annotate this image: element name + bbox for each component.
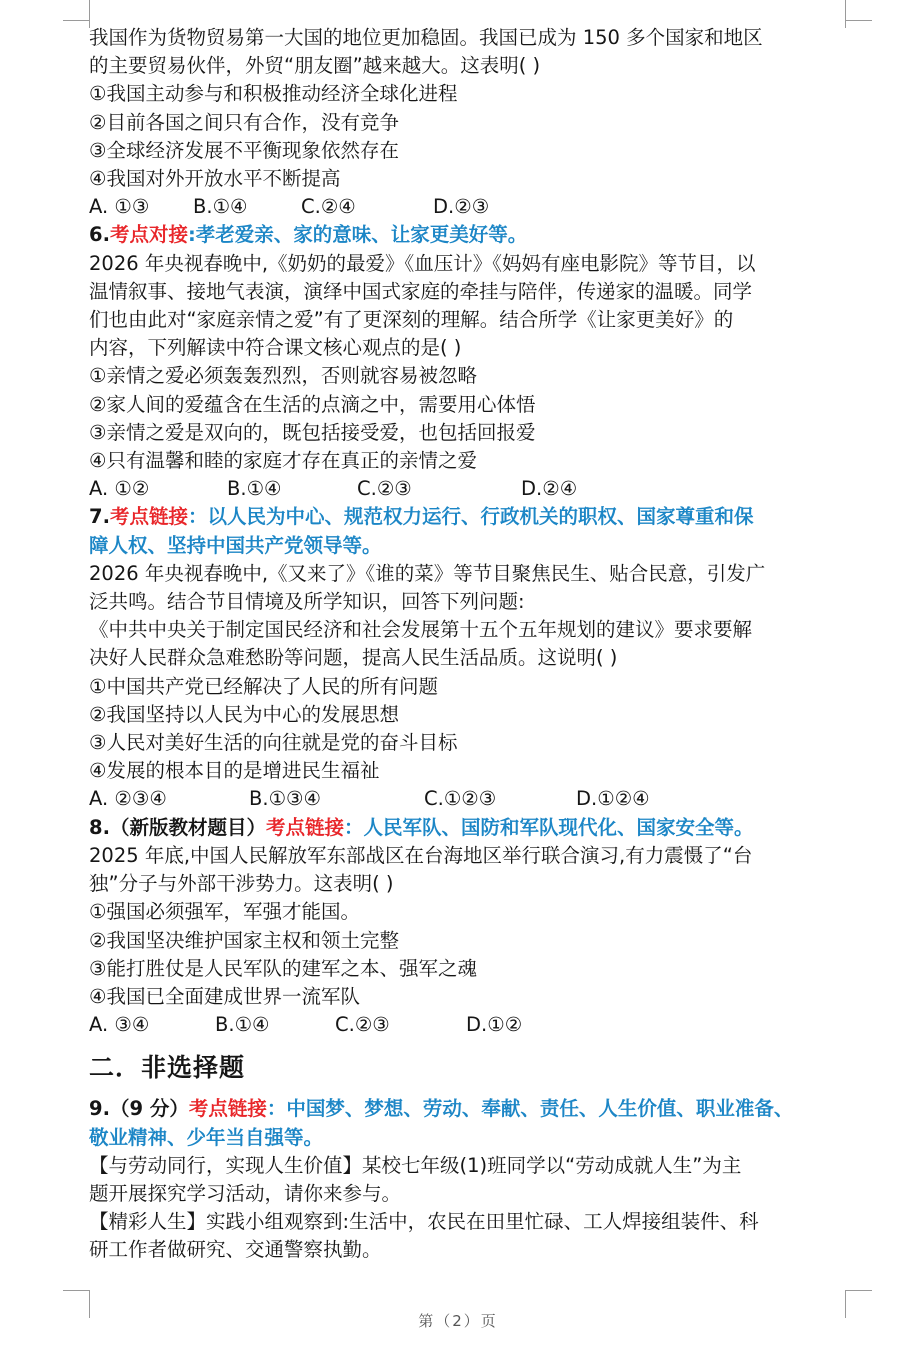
option-d: D.①②: [466, 1013, 523, 1037]
statement-item: ③全球经济发展不平衡现象依然存在: [89, 138, 399, 162]
question-stem-line: 内容，下列解读中符合课文核心观点的是( ): [89, 336, 462, 360]
option-b: B.①④: [193, 195, 248, 219]
question-stem-line: 《中共中央关于制定国民经济和社会发展第十五个五年规划的建议》要求要解: [89, 618, 753, 642]
question-stem-line: 泛共鸣。结合节目情境及所学知识，回答下列问题:: [89, 590, 525, 614]
question-stem-line: 2026 年央视春晚中,《奶奶的最爱》《血压计》《妈妈有座电影院》等节目，以: [89, 251, 756, 275]
option-b: B.①④: [227, 477, 282, 501]
page-content: [89, 24, 855, 1265]
question-9: [89, 1095, 855, 1264]
question-stem-line: 决好人民群众急难愁盼等问题，提高人民生活品质。这说明( ): [89, 646, 618, 670]
question-number: 6.: [89, 223, 110, 247]
question-number: 9.（9 分）: [89, 1097, 189, 1121]
exam-point-topics-cont: 障人权、坚持中国共产党领导等。: [89, 533, 382, 557]
question-number: 7.: [89, 505, 110, 529]
question-header: [89, 221, 855, 249]
option-a: A. ②③④: [89, 787, 167, 811]
statement-item: ②我国坚决维护国家主权和领土完整: [89, 928, 399, 952]
page-number: 第（2）页: [418, 1312, 498, 1330]
exam-point-tag: 考点链接: [188, 1097, 267, 1121]
crop-mark-bottom-left-h: [63, 1290, 89, 1291]
question-8: [89, 814, 855, 1040]
option-b: B.①③④: [249, 787, 322, 811]
question-stem-line: 2025 年底,中国人民解放军东部战区在台海地区举行联合演习,有力震慑了“台: [89, 843, 753, 867]
exam-point-topics: :孝老爱亲、家的意味、让家更美好等。: [188, 223, 528, 247]
statement-item: ④我国对外开放水平不断提高: [89, 167, 341, 191]
option-d: D.②④: [521, 477, 578, 501]
statement-item: ③能打胜仗是人民军队的建军之本、强军之魂: [89, 956, 477, 980]
paragraph-line: 题开展探究学习活动，请你来参与。: [89, 1181, 402, 1205]
statement-item: ①中国共产党已经解决了人民的所有问题: [89, 674, 438, 698]
option-c: C.②③: [335, 1013, 390, 1037]
option-a: A. ①②: [89, 477, 150, 501]
crop-mark-top-left-h: [63, 20, 89, 21]
question-header: [89, 503, 855, 531]
section-title: 二．非选择题: [89, 1053, 246, 1083]
option-a: A. ③④: [89, 1013, 150, 1037]
exam-point-tag: 考点对接: [109, 223, 188, 247]
question-stem-line: 我国作为货物贸易第一大国的地位更加稳固。我国已成为 150 多个国家和地区: [89, 26, 763, 49]
answer-options: [89, 1011, 855, 1039]
statement-item: ②目前各国之间只有合作，没有竞争: [89, 110, 399, 134]
option-c: C.②③: [357, 477, 412, 501]
question-5: [89, 24, 855, 221]
statement-item: ①我国主动参与和积极推动经济全球化进程: [89, 82, 458, 106]
exam-point-tag: 考点链接: [265, 815, 344, 839]
crop-mark-top-right-h: [846, 20, 872, 21]
statement-item: ③亲情之爱是双向的，既包括接受爱，也包括回报爱: [89, 420, 536, 444]
exam-point-topics: ：以人民为中心、规范权力运行、行政机关的职权、国家尊重和保: [188, 505, 754, 529]
exam-point-topics-cont: 敬业精神、少年当自强等。: [89, 1125, 324, 1149]
statement-item: ①亲情之爱必须轰轰烈烈，否则就容易被忽略: [89, 364, 477, 388]
question-stem-line: 2026 年央视春晚中,《又来了》《谁的菜》等节目聚焦民生、贴合民意，引发广: [89, 561, 766, 585]
statement-item: ①强国必须强军，军强才能国。: [89, 900, 360, 924]
question-stem-line: 独”分子与外部干涉势力。这表明( ): [89, 872, 394, 896]
option-b: B.①④: [215, 1013, 270, 1037]
question-stem-line: 的主要贸易伙伴，外贸“朋友圈”越来越大。这表明( ): [89, 54, 541, 78]
crop-mark-bottom-right-h: [846, 1290, 872, 1291]
statement-item: ②我国坚持以人民为中心的发展思想: [89, 702, 399, 726]
statement-item: ②家人间的爱蕴含在生活的点滴之中，需要用心体悟: [89, 392, 536, 416]
statement-item: ④只有温馨和睦的家庭才存在真正的亲情之爱: [89, 449, 477, 473]
answer-options: [89, 785, 855, 813]
answer-options: [89, 475, 855, 503]
paragraph-line: 【与劳动同行，实现人生价值】某校七年级(1)班同学以“劳动成就人生”为主: [89, 1153, 742, 1177]
statement-item: ④发展的根本目的是增进民生福祉: [89, 759, 380, 783]
answer-options: [89, 193, 855, 221]
option-d: D.①②④: [576, 787, 650, 811]
question-number: 8.（新版教材题目）: [89, 815, 266, 839]
question-6: [89, 221, 855, 503]
question-header: [89, 814, 855, 842]
exam-point-tag: 考点链接: [109, 505, 188, 529]
paragraph-line: 【精彩人生】实践小组观察到:生活中，农民在田里忙碌、工人焊接组装件、科: [89, 1210, 759, 1234]
option-c: C.②④: [301, 195, 356, 219]
paragraph-line: 研工作者做研究、交通警察执勤。: [89, 1238, 382, 1262]
question-7: [89, 503, 855, 813]
exam-point-topics: ：中国梦、梦想、劳动、奉献、责任、人生价值、职业准备、: [266, 1097, 794, 1121]
question-stem-line: 温情叙事、接地气表演，演绎中国式家庭的牵挂与陪伴，传递家的温暖。同学: [89, 279, 753, 303]
option-d: D.②③: [433, 195, 490, 219]
option-a: A. ①③: [89, 195, 150, 219]
statement-item: ③人民对美好生活的向往就是党的奋斗目标: [89, 731, 458, 755]
option-c: C.①②③: [424, 787, 497, 811]
exam-point-topics: ：人民军队、国防和军队现代化、国家安全等。: [344, 815, 754, 839]
question-header: [89, 1095, 855, 1123]
question-stem-line: 们也由此对“家庭亲情之爱”有了更深刻的理解。结合所学《让家更美好》的: [89, 308, 734, 332]
statement-item: ④我国已全面建成世界一流军队: [89, 984, 360, 1008]
